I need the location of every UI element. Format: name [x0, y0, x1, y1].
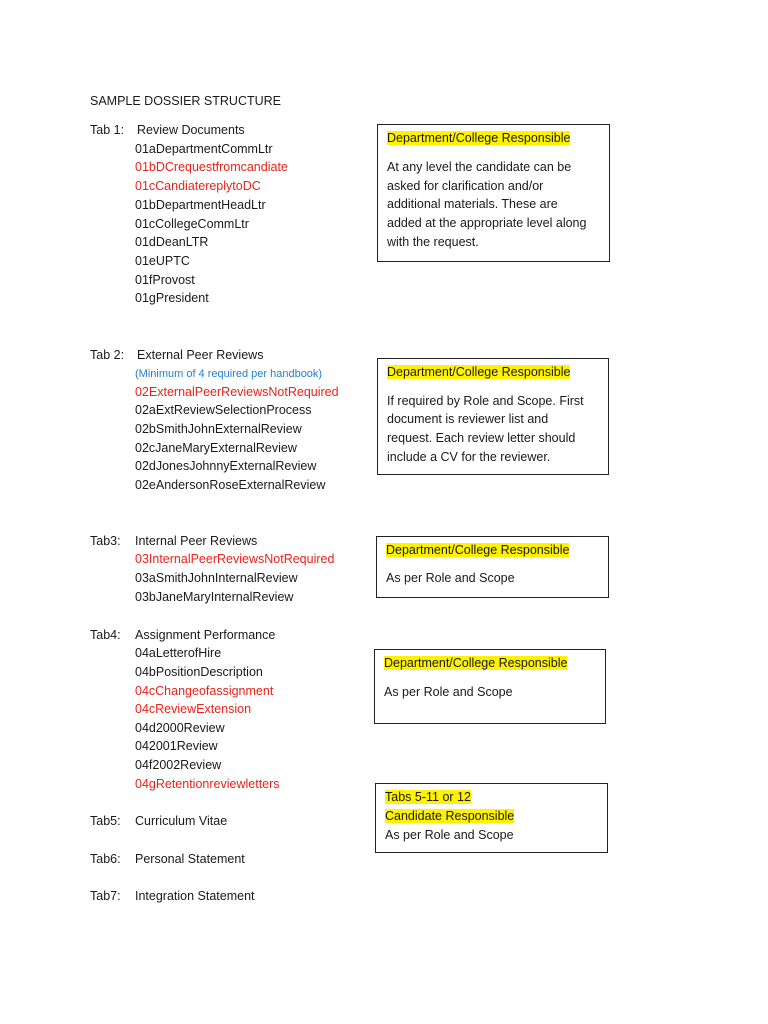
tab2-label: Tab 2: — [90, 348, 125, 362]
tab2-item: 02eAndersonRoseExternalReview — [135, 478, 326, 492]
tab2-note: (Minimum of 4 required per handbook) — [135, 368, 323, 380]
tab1-label: Tab 1: — [90, 123, 125, 137]
box-text-line: request. Each review letter should — [387, 431, 576, 445]
box-heading: Candidate Responsible — [385, 809, 515, 823]
tab1-item: 01aDepartmentCommLtr — [135, 142, 273, 156]
box-heading: Tabs 5-11 or 12 — [385, 790, 471, 804]
tab1-item: 01fProvost — [135, 273, 195, 287]
box-text-line: with the request. — [387, 235, 479, 249]
responsibility-box-tab2 — [377, 358, 609, 475]
box-text-line: As per Role and Scope — [386, 571, 515, 585]
responsibility-box-tab3 — [376, 536, 609, 598]
box-text-line: document is reviewer list and — [387, 412, 549, 426]
tab1-item: 01cCandiatereplytoDC — [135, 179, 261, 193]
box-text-line: added at the appropriate level along — [387, 216, 587, 230]
tab3-item: 03bJaneMaryInternalReview — [135, 590, 294, 604]
box-heading: Department/College Responsible — [387, 131, 571, 145]
box-heading: Department/College Responsible — [387, 365, 571, 379]
tab6-name: Personal Statement — [135, 852, 245, 866]
tab2-item: 02cJaneMaryExternalReview — [135, 441, 297, 455]
tab2-name: External Peer Reviews — [137, 348, 264, 362]
tab1-item: 01dDeanLTR — [135, 235, 209, 249]
document-title: SAMPLE DOSSIER STRUCTURE — [90, 94, 282, 108]
tab7-name: Integration Statement — [135, 889, 255, 903]
tab3-label: Tab3: — [90, 534, 121, 548]
box-text-line: If required by Role and Scope. First — [387, 394, 584, 408]
box-text-line: As per Role and Scope — [384, 685, 513, 699]
tab2-item: 02ExternalPeerReviewsNotRequired — [135, 385, 339, 399]
box-text-line: As per Role and Scope — [385, 828, 514, 842]
tab1-name: Review Documents — [137, 123, 245, 137]
tab4-item: 04cReviewExtension — [135, 702, 252, 716]
box-text-line: asked for clarification and/or — [387, 179, 544, 193]
tab2-item: 02bSmithJohnExternalReview — [135, 422, 302, 436]
tab1-item: 01bDepartmentHeadLtr — [135, 198, 266, 212]
tab6-label: Tab6: — [90, 852, 121, 866]
tab3-item: 03InternalPeerReviewsNotRequired — [135, 552, 335, 566]
tab1-item: 01bDCrequestfromcandiate — [135, 160, 288, 174]
responsibility-box-tabs5-12 — [375, 783, 608, 853]
tab3-name: Internal Peer Reviews — [135, 534, 258, 548]
box-text-line: At any level the candidate can be — [387, 160, 572, 174]
tab4-item: 04aLetterofHire — [135, 646, 222, 660]
box-heading: Department/College Responsible — [384, 656, 568, 670]
box-text-line: additional materials. These are — [387, 197, 558, 211]
tab5-name: Curriculum Vitae — [135, 814, 228, 828]
tab4-item: 042001Review — [135, 739, 218, 753]
tab1-item: 01cCollegeCommLtr — [135, 217, 249, 231]
tab4-item: 04f2002Review — [135, 758, 222, 772]
tab5-label: Tab5: — [90, 814, 121, 828]
tab4-item: 04cChangeofassignment — [135, 684, 274, 698]
tab4-label: Tab4: — [90, 628, 121, 642]
tab4-item: 04gRetentionreviewletters — [135, 777, 280, 791]
tab1-item: 01eUPTC — [135, 254, 190, 268]
tab3-item: 03aSmithJohnInternalReview — [135, 571, 298, 585]
tab4-name: Assignment Performance — [135, 628, 276, 642]
tab4-item: 04d2000Review — [135, 721, 225, 735]
box-heading: Department/College Responsible — [386, 543, 570, 557]
tab7-label: Tab7: — [90, 889, 121, 903]
responsibility-box-tab1 — [377, 124, 610, 262]
responsibility-box-tab4 — [374, 649, 606, 724]
tab2-item: 02dJonesJohnnyExternalReview — [135, 459, 317, 473]
tab4-item: 04bPositionDescription — [135, 665, 263, 679]
tab1-item: 01gPresident — [135, 291, 209, 305]
box-text-line: include a CV for the reviewer. — [387, 450, 551, 464]
tab2-item: 02aExtReviewSelectionProcess — [135, 403, 312, 417]
